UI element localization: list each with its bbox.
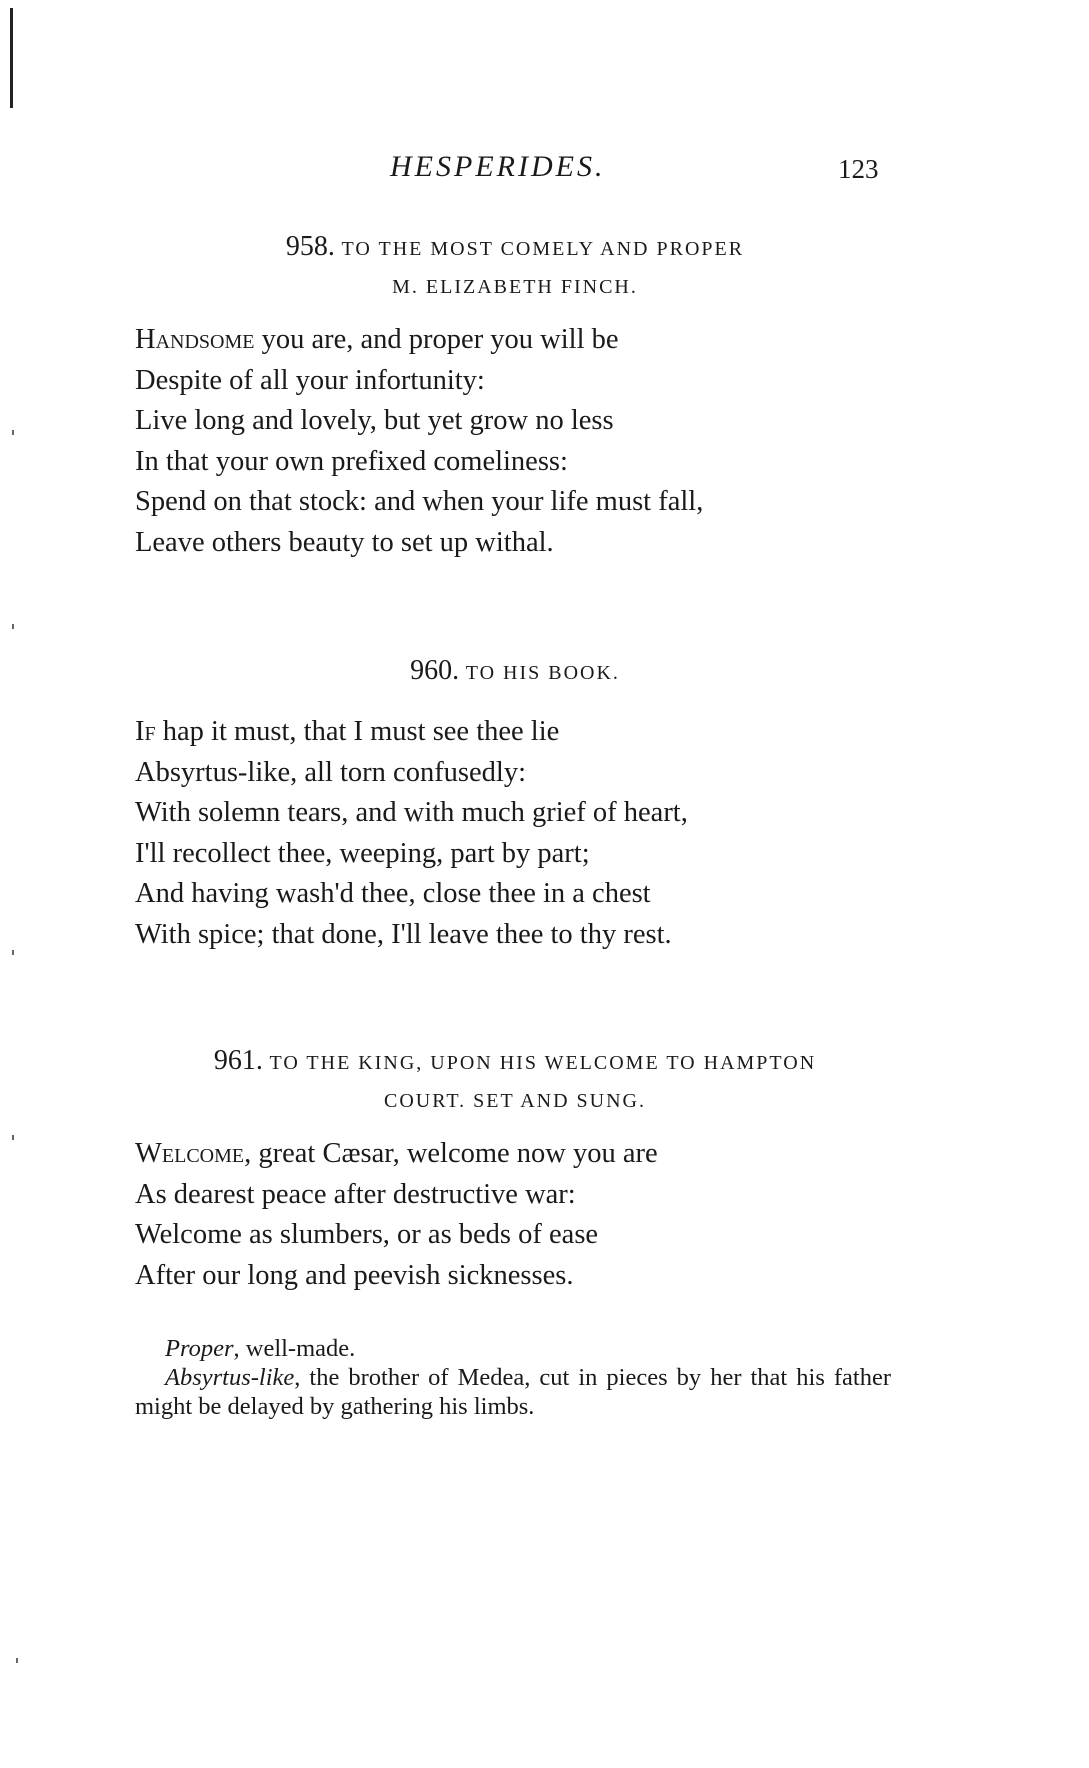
poem-heading-961 [135, 1042, 895, 1120]
verse-line [135, 320, 915, 361]
verse-line: Live long and lovely, but yet grow no less [135, 405, 614, 436]
scan-speck [12, 950, 14, 955]
verse-line: As dearest peace after destructive war: [135, 1178, 576, 1210]
first-word-small-caps: If [135, 716, 156, 747]
first-word-small-caps: Handsome [135, 324, 255, 355]
first-line-text: you are, and proper you will be [254, 324, 619, 355]
footnote-term: Proper [165, 1335, 234, 1362]
verse-line: Spend on that stock: and when your life must fall, [135, 486, 704, 517]
poem-title-line1: TO THE KING, UPON HIS WELCOME TO HAMPTON [269, 1052, 817, 1074]
first-word-small-caps: Welcome [135, 1138, 245, 1169]
poem-title-line1: TO HIS BOOK. [465, 662, 620, 684]
scan-speck [12, 430, 14, 435]
footnote [135, 1363, 891, 1421]
scan-edge-rule [10, 8, 13, 108]
verse-line: And having wash'd thee, close thee in a chest [135, 878, 651, 909]
verse-line: In that your own prefixed comeliness: [135, 445, 568, 477]
verse-line: With solemn tears, and with much grief of heart, [135, 797, 688, 828]
scan-speck [12, 1135, 14, 1140]
scan-speck [16, 1658, 18, 1663]
verse-line: Leave others beauty to set up withal. [135, 526, 554, 558]
poem-title-line2: M. ELIZABETH FINCH. [392, 276, 638, 298]
verse-line: After our long and peevish sicknesses. [135, 1259, 574, 1291]
first-line-text: , great Cæsar, welcome now you are [244, 1138, 658, 1169]
running-head-title: HESPERIDES. [390, 150, 606, 183]
scan-speck [12, 624, 14, 629]
verse-line [135, 712, 915, 753]
footnote-text: , the brother of Medea, cut in pieces by her that his father might be delayed by gathering his limbs. [135, 1364, 891, 1420]
first-line-text: hap it must, that I must see thee lie [155, 716, 560, 747]
poem-heading-958 [135, 228, 895, 306]
poem-title-line2: COURT. SET AND SUNG. [384, 1090, 646, 1112]
poem-number: 961. [213, 1045, 263, 1076]
footnote [135, 1334, 891, 1363]
footnotes [135, 1334, 891, 1421]
poem-number: 960. [410, 655, 460, 686]
page-number: 123 [838, 154, 879, 184]
verse-line [135, 1134, 915, 1175]
verse-line: Absyrtus-like, all torn confusedly: [135, 756, 527, 788]
footnote-term: Absyrtus-like [165, 1364, 295, 1391]
footnote-text: , well-made. [233, 1335, 356, 1362]
poem-958 [135, 320, 915, 563]
verse-line: I'll recollect thee, weeping, part by part; [135, 837, 590, 869]
verse-line: Despite of all your infortunity: [135, 364, 485, 396]
poem-960 [135, 712, 915, 955]
running-head [0, 150, 1089, 190]
poem-title-line1: TO THE MOST COMELY AND PROPER [341, 238, 745, 260]
poem-961 [135, 1134, 915, 1296]
poem-heading-960 [135, 652, 895, 692]
poem-number: 958. [285, 231, 335, 262]
verse-line: Welcome as slumbers, or as beds of ease [135, 1219, 599, 1250]
verse-line: With spice; that done, I'll leave thee to thy rest. [135, 918, 672, 950]
